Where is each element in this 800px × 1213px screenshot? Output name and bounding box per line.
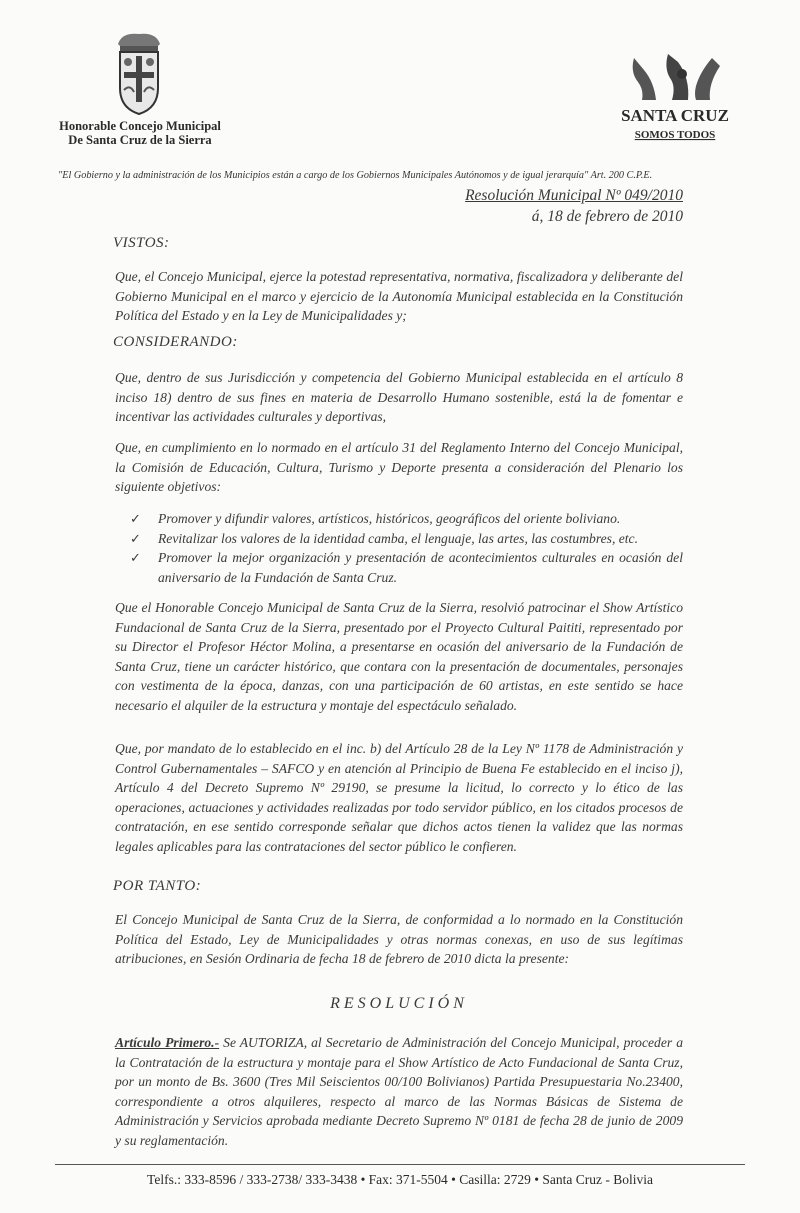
vistos-paragraph: Que, el Concejo Municipal, ejerce la potestad representativa, normativa, fiscalizadora y deliberante del Gobierno Municipal en el marco y ejercicio de la Autonomía Municipal establecida en la Constitución Política del Estado y en la Ley de Municipalidades y;	[115, 269, 683, 323]
considerando-paragraph-1: Que, dentro de sus Jurisdicción y competencia del Gobierno Municipal establecida en el artículo 8 inciso 18) dentro de sus fines en materia de Desarrollo Humano sostenible, está la de fomentar e incentivar las actividades culturales y deportivas,	[115, 370, 683, 424]
article-text: Se AUTORIZA, al Secretario de Administración del Concejo Municipal, proceder a la Contratación de la estructura y montaje para el Show Artístico de Acto Fundacional de Santa Cruz, por un monto de Bs. 3600 (Tres Mil Seiscientos 00/100 Bolivianos) Partida Presupuestaria No.23400, correspondiente a otros alquileres, respecto al marco de las Normas Básicas de Sistema de Administración y Servicios aprobada mediante Decreto Supremo Nº 0181 de fecha 28 de junio de 2009 y su reglamentación.	[115, 1035, 683, 1148]
council-name-line1: Honorable Concejo Municipal	[59, 119, 221, 133]
vistos-heading: VISTOS:	[113, 235, 170, 251]
considerando-paragraph-4: Que, por mandato de lo establecido en el inc. b) del Artículo 28 de la Ley Nº 1178 de Administración y Control Gubernamentales – SAFCO y en atención al Principio de Buena Fe establecido en el inciso j), Artículo 4 del Decreto Supremo Nº 29190, se presume la licitud, lo correcto y lo ético de las operaciones, actuaciones y actividades realizadas por todo servidor público, en los citados procesos de contratación, en ese sentido corresponde señalar que dichos actos tienen la validez que las normas legales aplicables para las contrataciones del sector público le confieren.	[115, 741, 683, 854]
check-icon: ✓	[130, 511, 141, 526]
objective-text: Promover y difundir valores, artísticos, históricos, geográficos del oriente boliviano.	[158, 511, 621, 526]
considerando-paragraph-2: Que, en cumplimiento en lo normado en el artículo 31 del Reglamento Interno del Concejo Municipal, la Comisión de Educación, Cultura, Turismo y Deporte presenta a consideración del Plenario los siguiente objetivos:	[115, 440, 683, 494]
council-name-line2: De Santa Cruz de la Sierra	[68, 133, 212, 147]
logo-text-main: SANTA CRUZ	[621, 106, 729, 125]
por-tanto-heading: POR TANTO:	[113, 878, 202, 894]
constitution-quote: "El Gobierno y la administración de los Municipios están a cargo de los Gobiernos Municipales Autónomos y de igual jerarquía" Art. 200 C.P.E.	[58, 170, 653, 181]
check-icon: ✓	[130, 550, 141, 565]
objective-text: Revitalizar los valores de la identidad camba, el lenguaje, las artes, las costumbres, etc.	[158, 530, 638, 546]
list-item	[130, 509, 683, 529]
resolucion-heading: RESOLUCIÓN	[330, 995, 468, 1012]
article-title: Artículo Primero.-	[115, 1035, 220, 1050]
considerando-heading: CONSIDERANDO:	[113, 334, 238, 350]
logo-text-sub: SOMOS TODOS	[634, 129, 716, 141]
resolution-date: á, 18 de febrero de 2010	[531, 208, 683, 225]
list-item	[130, 548, 683, 587]
coat-of-arms-icon	[108, 28, 170, 116]
por-tanto-paragraph: El Concejo Municipal de Santa Cruz de la Sierra, de conformidad a lo normado en la Constitución Política del Estado, Ley de Municipalidades y otras normas conexas, en uso de sus legítimas atribuciones, en Sesión Ordinaria de fecha 18 de febrero de 2010 dicta la presente:	[115, 912, 683, 966]
resolution-number: Resolución Municipal Nº 049/2010	[465, 187, 683, 204]
considerando-paragraph-3: Que el Honorable Concejo Municipal de Santa Cruz de la Sierra, resolvió patrocinar el Show Artístico Fundacional de Santa Cruz de la Sierra, presentado por el Proyecto Cultural Paititi, representado por su Director el Profesor Héctor Molina, a presentarse en ocasión del aniversario de la Fundación de Santa Cruz, tiene un carácter histórico, que contara con la presentación de documentales, personajes con vestimenta de la época, danzas, con una participación de 60 artistas, en este sentido se hace necesario el alquiler de la estructura y montaje del espectáculo señalado.	[115, 600, 683, 713]
santa-cruz-logo	[600, 48, 750, 148]
objective-text: Promover la mejor organización y presentación de acontecimientos culturales en ocasión del aniversario de la Fundación de Santa Cruz.	[158, 550, 683, 585]
objectives-list	[130, 509, 683, 587]
check-icon: ✓	[130, 530, 141, 546]
list-item	[130, 529, 683, 549]
footer-divider	[55, 1164, 745, 1165]
footer-contact: Telfs.: 333-8596 / 333-2738/ 333-3438 • Fax: 371-5504 • Casilla: 2729 • Santa Cruz - Bolivia	[147, 1172, 653, 1187]
council-name	[40, 119, 240, 147]
article-primero	[115, 1033, 683, 1150]
